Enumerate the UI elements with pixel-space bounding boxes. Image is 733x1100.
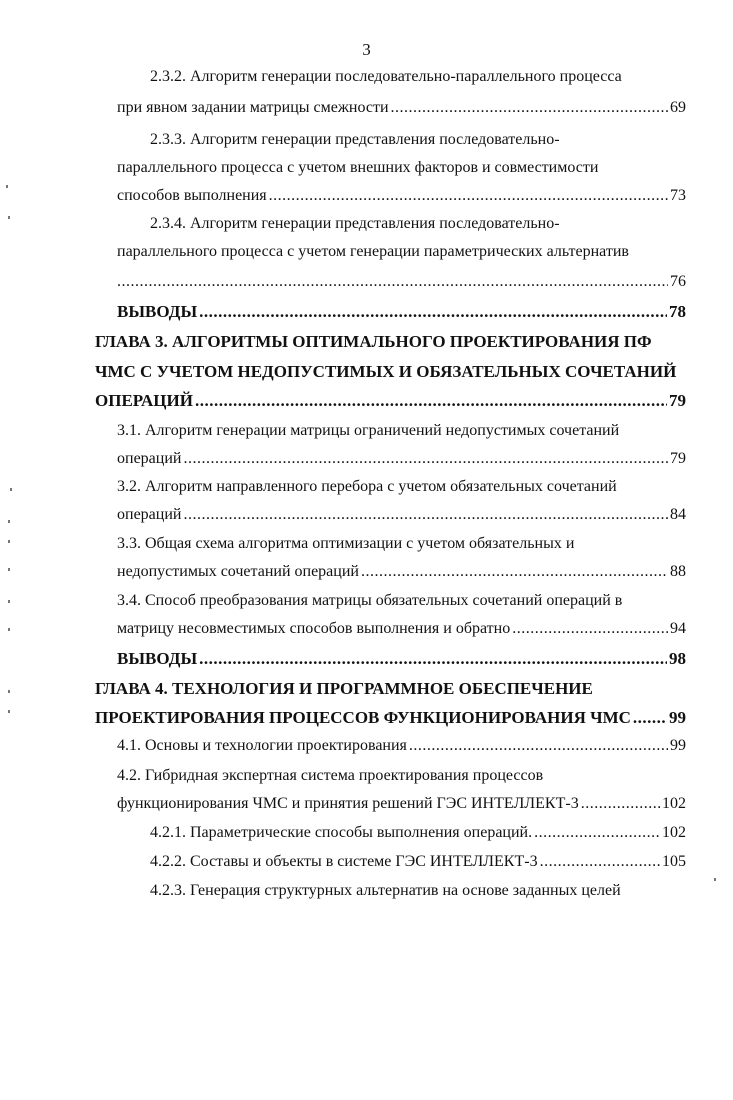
toc-entry-text: функционирования ЧМС и принятия решений ГЭС ИНТЕЛЛЕКТ-3 [117,795,579,812]
toc-page-number: 69 [670,99,686,116]
toc-entry-text: недопустимых сочетаний операций [117,563,359,580]
scan-speck [8,216,10,219]
leader-dots [199,301,667,323]
scan-speck [8,568,10,571]
toc-entry-2-3-2-line1[interactable]: 2.3.2. Алгоритм генерации последовательно-параллельного процесса [150,68,622,85]
toc-entry-text: операций [117,450,182,467]
scan-speck [8,710,10,713]
toc-entry-4-2-2[interactable] [150,852,686,872]
scan-speck [6,185,8,188]
leader-dots [269,186,668,206]
leader-dots [534,823,660,843]
toc-entry-text: ПРОЕКТИРОВАНИЯ ПРОЦЕССОВ ФУНКЦИОНИРОВАНИЯ ЧМС [95,708,631,727]
toc-chapter-3[interactable] [95,390,686,412]
toc-entry-text: ВЫВОДЫ [117,302,198,321]
toc-page-number: 73 [670,187,686,204]
toc-entry-3-3[interactable] [117,562,686,582]
toc-entry-text: способов выполнения [117,187,267,204]
scan-speck [8,690,10,693]
leader-dots [183,449,668,469]
leader-dots [409,736,668,756]
leader-dots [117,272,668,292]
toc-entry-text: матрицу несовместимых способов выполнения и обратно [117,620,511,637]
toc-page-number: 102 [662,824,686,841]
toc-entry-2-3-3-line1[interactable]: 2.3.3. Алгоритм генерации представления последовательно- [150,131,560,148]
toc-entry-2-3-2[interactable] [117,98,686,118]
toc-entry-3-2-line1[interactable]: 3.2. Алгоритм направленного перебора с учетом обязательных сочетаний [117,478,617,495]
toc-page-number: 105 [662,853,686,870]
toc-entry-4-2-1[interactable] [150,823,686,843]
toc-chapter-3-line2: ЧМС С УЧЕТОМ НЕДОПУСТИМЫХ И ОБЯЗАТЕЛЬНЫХ СОЧЕТАНИЙ [95,362,677,381]
leader-dots [195,390,667,412]
toc-page-number: 76 [670,273,686,290]
toc-page-number: 88 [670,563,686,580]
toc-page-number: 84 [670,506,686,523]
toc-page-number: 99 [670,737,686,754]
toc-page-number: 79 [670,450,686,467]
toc-entry-4-2[interactable] [117,794,686,814]
toc-entry-4-2-line1[interactable]: 4.2. Гибридная экспертная система проектирования процессов [117,767,544,784]
leader-dots [391,98,668,118]
toc-page-number: 102 [662,795,686,812]
toc-page-number: 78 [669,302,686,321]
toc-entry-3-4-line1[interactable]: 3.4. Способ преобразования матрицы обязательных сочетаний операций в [117,592,623,609]
toc-entry-text: 4.1. Основы и технологии проектирования [117,737,407,754]
leader-dots [512,619,668,639]
toc-page-number: 98 [669,649,686,668]
toc-entry-text: 4.2.1. Параметрические способы выполнения операций. [150,824,533,841]
toc-entry-4-1[interactable] [117,736,686,756]
toc-chapter-3-line1[interactable]: ГЛАВА 3. АЛГОРИТМЫ ОПТИМАЛЬНОГО ПРОЕКТИРОВАНИЯ ПФ [95,332,652,351]
leader-dots [633,707,667,729]
toc-page-number: 79 [669,391,686,410]
scan-speck [8,520,10,523]
toc-chapter-4[interactable] [95,707,686,729]
leader-dots [199,648,667,670]
toc-entry-text: 4.2.2. Составы и объекты в системе ГЭС ИНТЕЛЛЕКТ-3 [150,853,538,870]
page-number: 3 [362,40,371,59]
scan-speck [714,878,716,881]
leader-dots [581,794,660,814]
leader-dots [540,852,660,872]
toc-entry-2-3-3[interactable] [117,186,686,206]
scan-speck [8,628,10,631]
toc-entry-3-1[interactable] [117,449,686,469]
toc-entry-2-3-4-line1[interactable]: 2.3.4. Алгоритм генерации представления последовательно- [150,215,560,232]
toc-entry-3-1-line1[interactable]: 3.1. Алгоритм генерации матрицы ограничений недопустимых сочетаний [117,422,620,439]
scan-speck [8,540,10,543]
toc-entry-text: ОПЕРАЦИЙ [95,391,193,410]
toc-entry-3-3-line1[interactable]: 3.3. Общая схема алгоритма оптимизации с учетом обязательных и [117,535,575,552]
toc-page-number: 94 [670,620,686,637]
toc-entry-2-3-3-line2: параллельного процесса с учетом внешних факторов и совместимости [117,159,599,176]
toc-entry-2-3-4-line2: параллельного процесса с учетом генерации параметрических альтернатив [117,243,629,260]
toc-chapter-4-line1[interactable]: ГЛАВА 4. ТЕХНОЛОГИЯ И ПРОГРАММНОЕ ОБЕСПЕЧЕНИЕ [95,679,593,698]
toc-page-number: 99 [669,708,686,727]
toc-conclusions-chapter-2[interactable] [117,301,686,323]
toc-entry-3-4[interactable] [117,619,686,639]
toc-conclusions-chapter-3[interactable] [117,648,686,670]
scan-speck [8,600,10,603]
scan-speck [10,488,12,491]
leader-dots [361,562,668,582]
toc-entry-4-2-3[interactable]: 4.2.3. Генерация структурных альтернатив на основе заданных целей [150,882,621,899]
toc-entry-text: операций [117,506,182,523]
toc-entry-2-3-4[interactable] [117,272,686,292]
toc-entry-3-2[interactable] [117,505,686,525]
toc-entry-text: ВЫВОДЫ [117,649,198,668]
leader-dots [183,505,668,525]
toc-entry-text: при явном задании матрицы смежности [117,99,389,116]
